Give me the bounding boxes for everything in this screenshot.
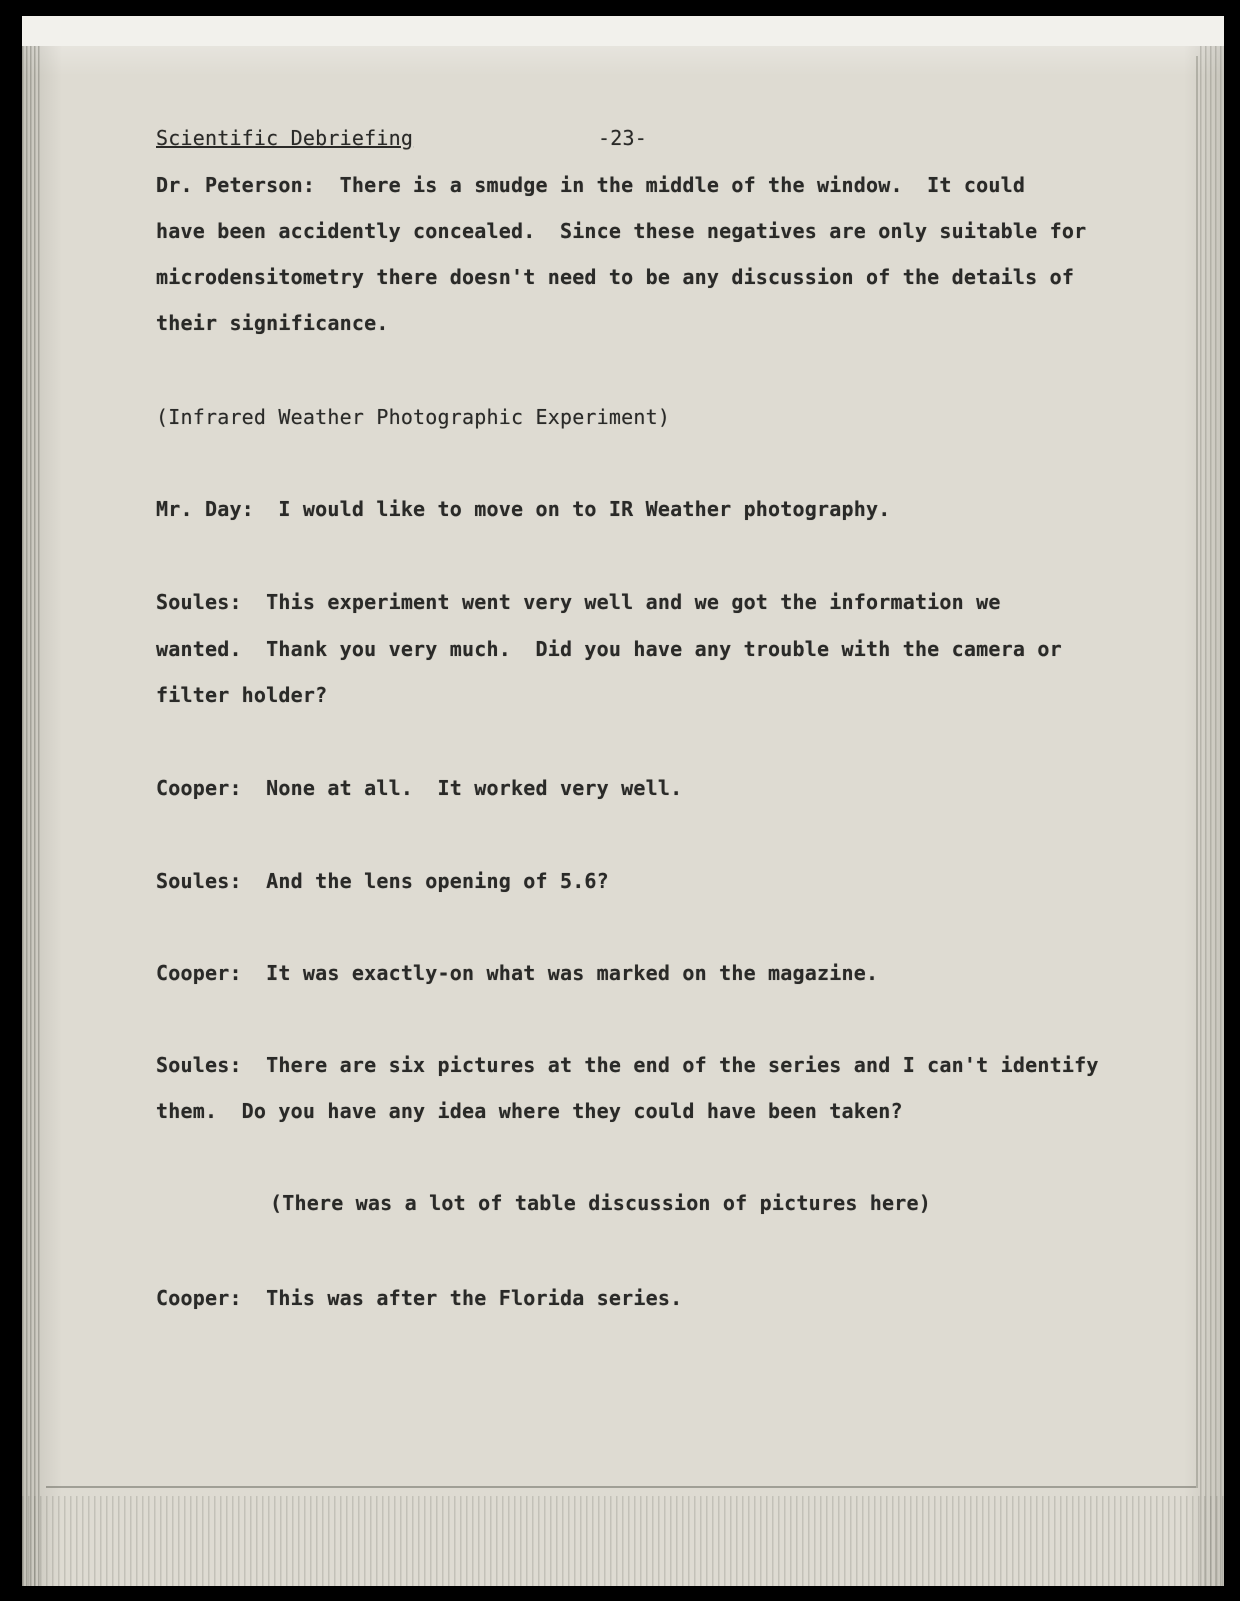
scan-edge-bottom — [22, 1496, 1224, 1586]
text-line: Cooper: It was exactly-on what was marked on the magazine. — [156, 961, 879, 985]
section-title: Scientific Debriefing — [156, 126, 414, 150]
page-fold-line — [46, 1486, 1196, 1488]
text-line: Dr. Peterson: There is a smudge in the middle of the window. It could — [156, 173, 1026, 197]
scan-edge-left — [22, 46, 42, 1586]
text-line: microdensitometry there doesn't need to be any discussion of the details of — [156, 265, 1075, 289]
text-line: them. Do you have any idea where they could have been taken? — [156, 1099, 903, 1123]
page-top-margin — [22, 16, 1224, 46]
text-line: Cooper: This was after the Florida series. — [156, 1286, 683, 1310]
section-heading: (Infrared Weather Photographic Experiment) — [156, 405, 671, 429]
document-page — [22, 16, 1224, 1586]
text-line: their significance. — [156, 311, 389, 335]
text-line: wanted. Thank you very much. Did you have any trouble with the camera or — [156, 637, 1062, 661]
text-line: Soules: This experiment went very well and we got the information we — [156, 590, 1001, 614]
text-line: Soules: And the lens opening of 5.6? — [156, 869, 609, 893]
text-line: Mr. Day: I would like to move on to IR Weather photography. — [156, 497, 891, 521]
page-number: -23- — [598, 126, 647, 150]
text-line: have been accidently concealed. Since these negatives are only suitable for — [156, 219, 1087, 243]
page-fold-line-right — [1196, 56, 1198, 1488]
text-line: Soules: There are six pictures at the end of the series and I can't identify — [156, 1053, 1099, 1077]
scan-edge-right — [1200, 46, 1224, 1586]
text-line: filter holder? — [156, 683, 328, 707]
text-line: Cooper: None at all. It worked very well. — [156, 776, 683, 800]
stage-direction: (There was a lot of table discussion of pictures here) — [270, 1191, 932, 1215]
